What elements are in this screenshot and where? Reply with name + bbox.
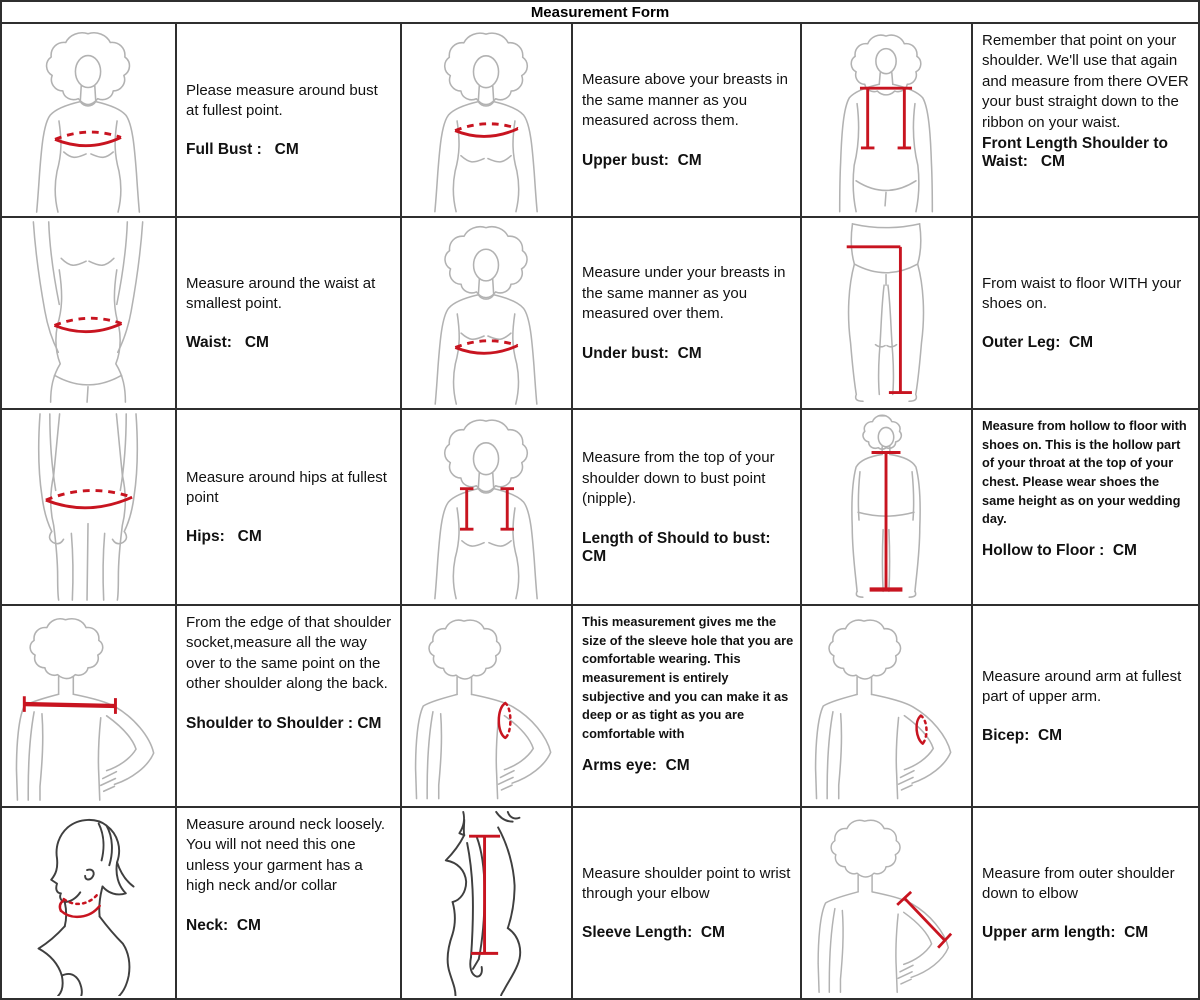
upper-arm-length-figure-illustration: [804, 810, 969, 996]
text-cell-full-bust: [177, 24, 402, 218]
text-cell-under-bust: [573, 218, 802, 410]
hips-figure-illustration: [4, 412, 173, 602]
shoulder-to-waist-figure-illustration: [804, 26, 969, 214]
outer-leg-figure-illustration: [804, 220, 969, 406]
measurement-label: Neck: CM: [186, 916, 261, 934]
measurement-label: Arms eye: CM: [582, 756, 690, 774]
full-bust-figure-illustration: [4, 26, 173, 214]
instruction-text: Measure around neck loosely. You will not need this one unless your garment has a high neck and/or collar: [186, 816, 385, 895]
measurement-table: [2, 24, 1198, 998]
measurement-label: Hollow to Floor : CM: [982, 542, 1137, 560]
measurement-label: Outer Leg: CM: [982, 334, 1094, 352]
measurement-label: Front Length Shoulder to Waist: CM: [982, 134, 1173, 170]
figure-cell-shoulder-to-bust: [402, 410, 573, 606]
waist-figure-illustration: [4, 220, 173, 406]
sleeve-length-figure-illustration: [404, 810, 569, 996]
instruction-text: Measure shoulder point to wrist through your elbow: [582, 864, 791, 902]
shoulder-to-shoulder-figure-illustration: [4, 608, 173, 804]
text-cell-neck: [177, 808, 402, 998]
measurement-label: Bicep: CM: [982, 727, 1063, 745]
measurement-label: Upper arm length: CM: [982, 924, 1149, 942]
arms-eye-figure-illustration: [404, 608, 569, 804]
instruction-text: From the edge of that shoulder socket,measure all the way over to the same point on the other shoulder along the back.: [186, 614, 392, 693]
neck-figure-illustration: [4, 810, 173, 996]
text-cell-hollow-to-floor: [973, 410, 1198, 606]
measurement-label: Sleeve Length: CM: [582, 924, 725, 942]
instruction-text: From waist to floor WITH your shoes on.: [982, 274, 1182, 312]
measurement-label: Under bust: CM: [582, 344, 702, 362]
bicep-figure-illustration: [804, 608, 969, 804]
text-cell-arms-eye: [573, 606, 802, 808]
figure-cell-waist: [2, 218, 177, 410]
figure-cell-neck: [2, 808, 177, 998]
instruction-text: Measure around arm at fullest part of upper arm.: [982, 667, 1182, 705]
measurement-label: Waist: CM: [186, 334, 269, 352]
instruction-text: Remember that point on your shoulder. We'll use that again and measure from there OVER your bust straight down to the ribbon on your waist.: [982, 32, 1189, 131]
text-cell-upper-bust: [573, 24, 802, 218]
figure-cell-shoulder-to-waist: [802, 24, 973, 218]
page-title: Measurement Form: [530, 3, 670, 21]
figure-cell-arms-eye: [402, 606, 573, 808]
text-cell-hips: [177, 410, 402, 606]
text-cell-shoulder-to-bust: [573, 410, 802, 606]
title-row: [2, 2, 1198, 24]
figure-cell-bicep: [802, 606, 973, 808]
measurement-label: Upper bust: CM: [582, 151, 702, 169]
figure-cell-under-bust: [402, 218, 573, 410]
figure-cell-upper-bust: [402, 24, 573, 218]
figure-cell-full-bust: [2, 24, 177, 218]
figure-cell-hips: [2, 410, 177, 606]
instruction-text: Measure around hips at fullest point: [186, 468, 387, 506]
hollow-to-floor-figure-illustration: [804, 412, 969, 602]
instruction-text: Measure around the waist at smallest point.: [186, 274, 376, 312]
text-cell-front-length: [973, 24, 1198, 218]
instruction-text: Measure from hollow to floor with shoes on. This is the hollow part of your throat at the top of your chest. Please wear shoes the same height as on your wedding day.: [982, 418, 1187, 527]
figure-cell-sleeve-length: [402, 808, 573, 998]
text-cell-waist: [177, 218, 402, 410]
text-cell-bicep: [973, 606, 1198, 808]
figure-cell-outer-leg: [802, 218, 973, 410]
measurement-label: Full Bust : CM: [186, 141, 299, 159]
measurement-label: Length of Should to bust: CM: [582, 529, 780, 565]
instruction-text: Please measure around bust at fullest point.: [186, 81, 378, 119]
text-cell-upper-arm-length: [973, 808, 1198, 998]
measurement-label: Hips: CM: [186, 528, 262, 546]
instruction-text: This measurement gives me the size of the sleeve hole that you are comfortable wearing. This measurement is entirely subjective and you can make it as deep or as tight as you are comfortable with: [582, 614, 794, 742]
instruction-text: Measure from the top of your shoulder down to bust point (nipple).: [582, 449, 775, 508]
shoulder-to-bust-figure-illustration: [404, 412, 569, 602]
figure-cell-upper-arm-length: [802, 808, 973, 998]
text-cell-sleeve-length: [573, 808, 802, 998]
instruction-text: Measure from outer shoulder down to elbow: [982, 864, 1175, 902]
instruction-text: Measure under your breasts in the same manner as you measured over them.: [582, 264, 786, 323]
measurement-label: Shoulder to Shoulder : CM: [186, 714, 382, 732]
text-cell-shoulder-to-shoulder: [177, 606, 402, 808]
text-cell-outer-leg: [973, 218, 1198, 410]
instruction-text: Measure above your breasts in the same manner as you measured across them.: [582, 71, 788, 130]
figure-cell-shoulder-to-shoulder: [2, 606, 177, 808]
figure-cell-hollow-to-floor: [802, 410, 973, 606]
upper-bust-figure-illustration: [404, 26, 569, 214]
under-bust-figure-illustration: [404, 220, 569, 406]
